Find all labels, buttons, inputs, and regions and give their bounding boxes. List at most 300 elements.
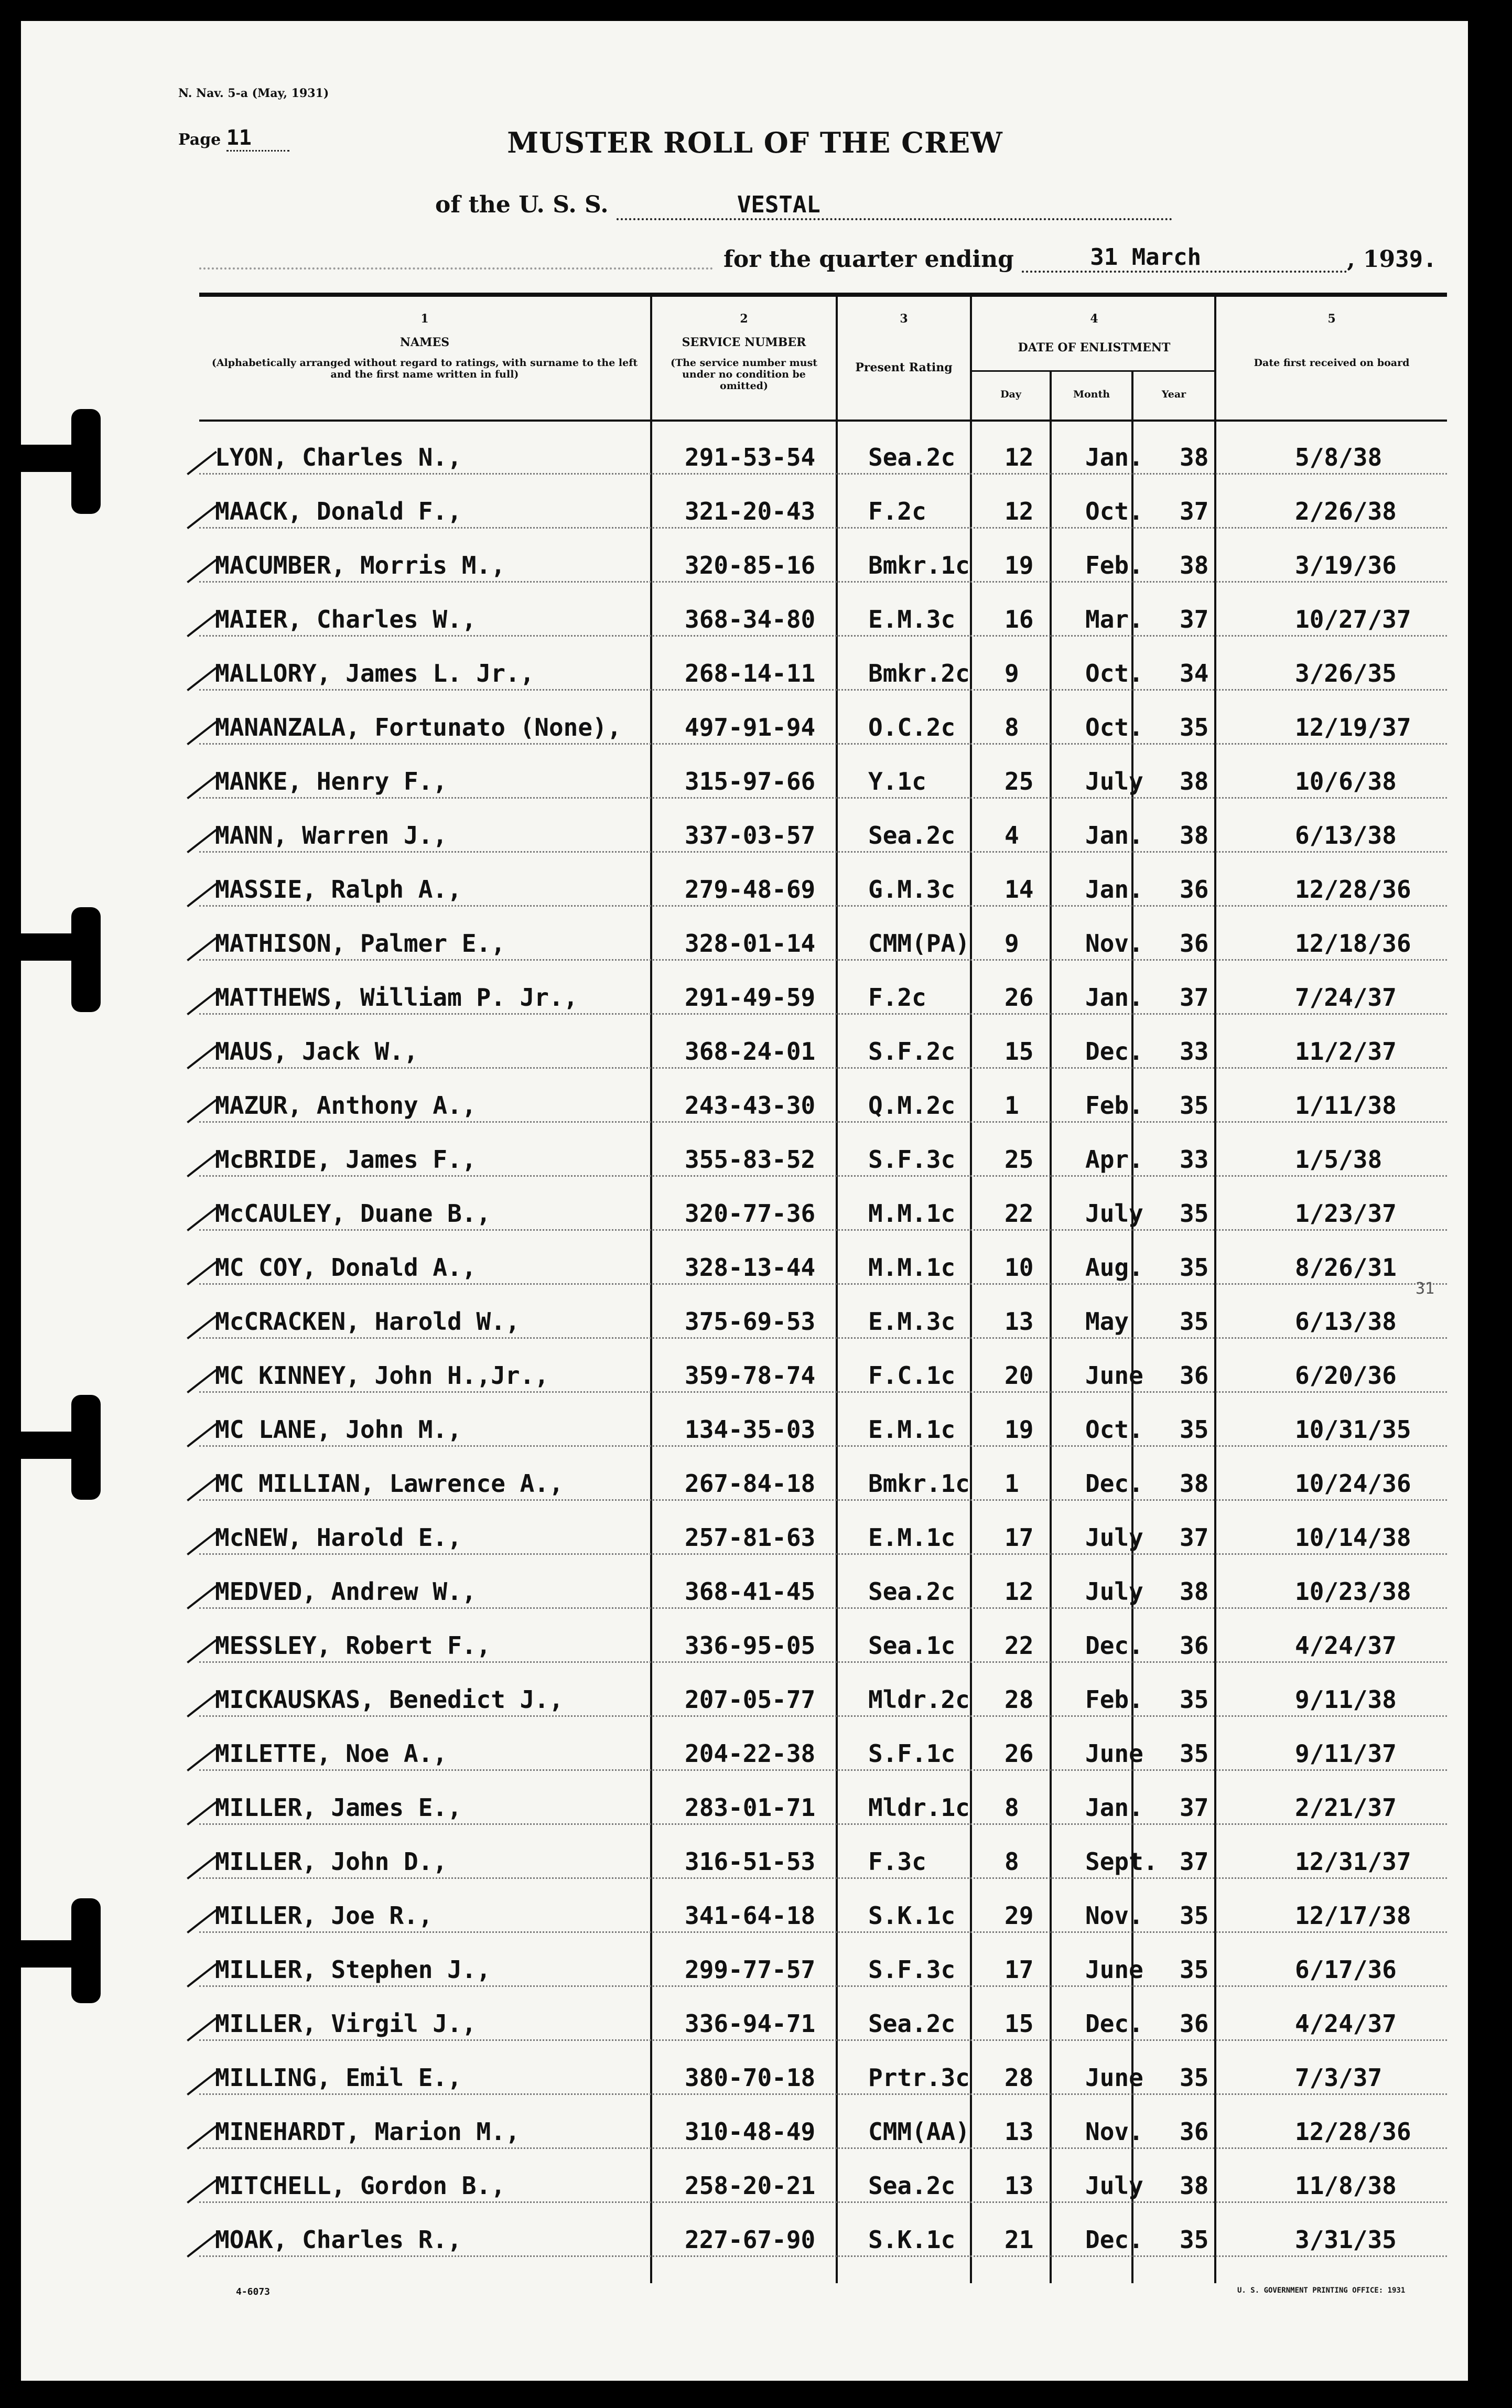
enlist-month: July bbox=[1085, 767, 1143, 796]
check-mark bbox=[187, 1639, 217, 1663]
enlist-year: 34 bbox=[1180, 659, 1209, 687]
check-mark bbox=[187, 721, 217, 745]
row-dotted-rule bbox=[199, 1769, 1447, 1771]
enlist-month: June bbox=[1085, 1739, 1143, 1768]
enlist-month: May bbox=[1085, 1307, 1129, 1336]
enlist-year: 33 bbox=[1180, 1037, 1209, 1066]
service-number: 299-77-57 bbox=[685, 1955, 816, 1984]
table-row bbox=[189, 1883, 1447, 1937]
present-rating: S.F.3c bbox=[868, 1955, 956, 1984]
enlist-day: 10 bbox=[1005, 1253, 1034, 1282]
binder-hole bbox=[71, 1395, 101, 1500]
enlist-year: 37 bbox=[1180, 1523, 1209, 1552]
table-row bbox=[189, 425, 1447, 479]
enlist-year: 38 bbox=[1180, 821, 1209, 850]
enlist-year: 37 bbox=[1180, 983, 1209, 1012]
date-received: 9/11/38 bbox=[1295, 1685, 1397, 1714]
enlist-year: 38 bbox=[1180, 551, 1209, 579]
crew-name: MILLER, Joe R., bbox=[215, 1901, 433, 1930]
header-rule bbox=[199, 293, 1447, 297]
service-number: 368-41-45 bbox=[685, 1577, 816, 1606]
present-rating: E.M.1c bbox=[868, 1415, 956, 1444]
table-row bbox=[189, 1019, 1447, 1073]
year-suffix: 39. bbox=[1395, 246, 1437, 273]
enlist-month: Jan. bbox=[1085, 983, 1143, 1012]
enlist-year: 35 bbox=[1180, 1091, 1209, 1120]
enlist-year: 35 bbox=[1180, 1901, 1209, 1930]
row-dotted-rule bbox=[199, 473, 1447, 475]
table-row bbox=[189, 1397, 1447, 1451]
table-row bbox=[189, 1181, 1447, 1235]
page-label-text: Page bbox=[178, 131, 221, 149]
crew-name: MITCHELL, Gordon B., bbox=[215, 2172, 505, 2200]
ship-prefix: of the U. S. S. bbox=[435, 191, 609, 218]
check-mark bbox=[187, 883, 217, 907]
enlist-day: 8 bbox=[1005, 1847, 1019, 1876]
year-prefix: , 19 bbox=[1347, 246, 1396, 273]
enlist-day: 20 bbox=[1005, 1361, 1034, 1390]
enlist-year: 36 bbox=[1180, 1631, 1209, 1660]
crew-name: MC LANE, John M., bbox=[215, 1415, 462, 1444]
enlist-year: 35 bbox=[1180, 1199, 1209, 1228]
table-row bbox=[189, 2207, 1447, 2261]
enlist-month: Feb. bbox=[1085, 551, 1143, 579]
present-rating: S.F.2c bbox=[868, 1037, 956, 1066]
present-rating: Mldr.1c bbox=[868, 1793, 970, 1822]
enlist-month: Feb. bbox=[1085, 1685, 1143, 1714]
service-number: 380-70-18 bbox=[685, 2063, 816, 2092]
enlist-day: 13 bbox=[1005, 2172, 1034, 2200]
enlist-day: 28 bbox=[1005, 1685, 1034, 1714]
enlist-day: 19 bbox=[1005, 1415, 1034, 1444]
check-mark bbox=[187, 1261, 217, 1285]
date-received: 3/31/35 bbox=[1295, 2226, 1397, 2254]
enlist-day: 17 bbox=[1005, 1955, 1034, 1984]
crew-name: MILLER, Stephen J., bbox=[215, 1955, 491, 1984]
crew-name: MATHISON, Palmer E., bbox=[215, 929, 505, 958]
present-rating: Sea.1c bbox=[868, 1631, 956, 1660]
enlist-year: 37 bbox=[1180, 605, 1209, 633]
enlist-day: 14 bbox=[1005, 875, 1034, 904]
row-dotted-rule bbox=[199, 1553, 1447, 1555]
crew-name: MALLORY, James L. Jr., bbox=[215, 659, 535, 687]
enlist-year: 36 bbox=[1180, 2009, 1209, 2038]
enlist-year: 35 bbox=[1180, 2063, 1209, 2092]
crew-name: MC COY, Donald A., bbox=[215, 1253, 477, 1282]
enlist-month: June bbox=[1085, 1955, 1143, 1984]
date-received: 12/31/37 bbox=[1295, 1847, 1411, 1876]
row-dotted-rule bbox=[199, 1283, 1447, 1285]
date-received: 10/27/37 bbox=[1295, 605, 1411, 633]
table-row bbox=[189, 1559, 1447, 1613]
enlist-year: 35 bbox=[1180, 1739, 1209, 1768]
table-row bbox=[189, 1073, 1447, 1127]
check-mark bbox=[187, 1207, 217, 1231]
crew-name: MC MILLIAN, Lawrence A., bbox=[215, 1469, 564, 1498]
check-mark bbox=[187, 559, 217, 583]
check-mark bbox=[187, 1477, 217, 1501]
enlist-year: 38 bbox=[1180, 1469, 1209, 1498]
date-received: 6/17/36 bbox=[1295, 1955, 1397, 1984]
binder-hole bbox=[71, 409, 101, 514]
row-dotted-rule bbox=[199, 1931, 1447, 1933]
table-row bbox=[189, 1343, 1447, 1397]
enlist-month: Oct. bbox=[1085, 497, 1143, 525]
service-number: 268-14-11 bbox=[685, 659, 816, 687]
check-mark bbox=[187, 667, 217, 691]
present-rating: Q.M.2c bbox=[868, 1091, 956, 1120]
service-number: 375-69-53 bbox=[685, 1307, 816, 1336]
col-1-number: 1 bbox=[420, 312, 429, 326]
enlist-month: July bbox=[1085, 2172, 1143, 2200]
date-received: 10/6/38 bbox=[1295, 767, 1397, 796]
ship-name: VESTAL bbox=[617, 191, 1172, 220]
row-dotted-rule bbox=[199, 1607, 1447, 1609]
crew-name: McNEW, Harold E., bbox=[215, 1523, 462, 1552]
col-names-note: (Alphabetically arranged without regard to ratings, with surname to the left and the first name written in full) bbox=[211, 357, 638, 380]
date-received: 10/14/38 bbox=[1295, 1523, 1411, 1552]
date-received: 8/26/31 bbox=[1295, 1253, 1397, 1282]
table-row bbox=[189, 1289, 1447, 1343]
table-row bbox=[189, 641, 1447, 695]
crew-name: MACUMBER, Morris M., bbox=[215, 551, 505, 579]
date-received: 3/19/36 bbox=[1295, 551, 1397, 579]
enlist-day: 15 bbox=[1005, 1037, 1034, 1066]
present-rating: Bmkr.1c bbox=[868, 1469, 970, 1498]
col-names-title: NAMES bbox=[399, 336, 450, 349]
service-number: 279-48-69 bbox=[685, 875, 816, 904]
date-received: 6/13/38 bbox=[1295, 1307, 1397, 1336]
enlist-month: Nov. bbox=[1085, 2117, 1143, 2146]
enlist-day: 16 bbox=[1005, 605, 1034, 633]
col-3-number: 3 bbox=[900, 312, 908, 326]
enlist-day: 12 bbox=[1005, 497, 1034, 525]
date-received: 1/11/38 bbox=[1295, 1091, 1397, 1120]
row-dotted-rule bbox=[199, 1121, 1447, 1123]
service-number: 328-13-44 bbox=[685, 1253, 816, 1282]
present-rating: Prtr.3c bbox=[868, 2063, 970, 2092]
enlist-month: Sept. bbox=[1085, 1847, 1158, 1876]
service-number: 315-97-66 bbox=[685, 767, 816, 796]
enlist-day: 9 bbox=[1005, 929, 1019, 958]
check-mark bbox=[187, 1963, 217, 1987]
date-received: 12/28/36 bbox=[1295, 875, 1411, 904]
date-received: 4/24/37 bbox=[1295, 2009, 1397, 2038]
crew-name: MILETTE, Noe A., bbox=[215, 1739, 448, 1768]
col-4-number: 4 bbox=[1090, 312, 1098, 326]
row-dotted-rule bbox=[199, 851, 1447, 853]
enlist-year: 35 bbox=[1180, 1307, 1209, 1336]
enlist-year: 35 bbox=[1180, 713, 1209, 741]
enlist-day: 8 bbox=[1005, 713, 1019, 741]
enlist-day: 28 bbox=[1005, 2063, 1034, 2092]
date-received: 10/31/35 bbox=[1295, 1415, 1411, 1444]
enlist-month: Aug. bbox=[1085, 1253, 1143, 1282]
enlist-day: 15 bbox=[1005, 2009, 1034, 2038]
service-number: 359-78-74 bbox=[685, 1361, 816, 1390]
col-month-header: Month bbox=[1073, 389, 1110, 400]
enlist-month: Dec. bbox=[1085, 1631, 1143, 1660]
enlist-month: Jan. bbox=[1085, 1793, 1143, 1822]
service-number: 320-85-16 bbox=[685, 551, 816, 579]
date-received: 9/11/37 bbox=[1295, 1739, 1397, 1768]
crew-name: MOAK, Charles R., bbox=[215, 2226, 462, 2254]
service-number: 336-94-71 bbox=[685, 2009, 816, 2038]
table-row bbox=[189, 1451, 1447, 1505]
check-mark bbox=[187, 451, 217, 475]
muster-roll-sheet bbox=[21, 21, 1489, 2381]
enlist-month: Dec. bbox=[1085, 2226, 1143, 2254]
enlist-year: 37 bbox=[1180, 1793, 1209, 1822]
service-number: 243-43-30 bbox=[685, 1091, 816, 1120]
table-row bbox=[189, 1721, 1447, 1775]
row-dotted-rule bbox=[199, 2255, 1447, 2257]
enlist-day: 25 bbox=[1005, 767, 1034, 796]
enlist-day: 12 bbox=[1005, 1577, 1034, 1606]
enlist-day: 13 bbox=[1005, 1307, 1034, 1336]
enlist-day: 4 bbox=[1005, 821, 1019, 850]
service-number: 368-34-80 bbox=[685, 605, 816, 633]
enlist-day: 26 bbox=[1005, 1739, 1034, 1768]
crew-name: MAUS, Jack W., bbox=[215, 1037, 418, 1066]
row-dotted-rule bbox=[199, 1391, 1447, 1393]
enlist-day: 12 bbox=[1005, 443, 1034, 471]
crew-name: MASSIE, Ralph A., bbox=[215, 875, 462, 904]
present-rating: Sea.2c bbox=[868, 2009, 956, 2038]
table-row bbox=[189, 2153, 1447, 2207]
present-rating: M.M.1c bbox=[868, 1199, 956, 1228]
enlist-day: 22 bbox=[1005, 1631, 1034, 1660]
present-rating: F.3c bbox=[868, 1847, 926, 1876]
enlist-month: Nov. bbox=[1085, 1901, 1143, 1930]
table-row bbox=[189, 587, 1447, 641]
date-received: 12/19/37 bbox=[1295, 713, 1411, 741]
date-received: 6/13/38 bbox=[1295, 821, 1397, 850]
enlist-day: 21 bbox=[1005, 2226, 1034, 2254]
crew-name: MILLER, John D., bbox=[215, 1847, 448, 1876]
present-rating: Y.1c bbox=[868, 767, 926, 796]
check-mark bbox=[187, 1153, 217, 1177]
row-dotted-rule bbox=[199, 797, 1447, 799]
row-dotted-rule bbox=[199, 1823, 1447, 1825]
present-rating: F.C.1c bbox=[868, 1361, 956, 1390]
check-mark bbox=[187, 2179, 217, 2203]
table-row bbox=[189, 1829, 1447, 1883]
crew-name: MILLING, Emil E., bbox=[215, 2063, 462, 2092]
crew-name: MEDVED, Andrew W., bbox=[215, 1577, 477, 1606]
table-row bbox=[189, 1127, 1447, 1181]
enlist-month: Jan. bbox=[1085, 875, 1143, 904]
footer-printer: U. S. GOVERNMENT PRINTING OFFICE: 1931 bbox=[1237, 2286, 1406, 2295]
present-rating: Sea.2c bbox=[868, 2172, 956, 2200]
binder-hole bbox=[71, 1898, 101, 2003]
footer-form-code: 4-6073 bbox=[236, 2286, 271, 2297]
service-number: 283-01-71 bbox=[685, 1793, 816, 1822]
enlist-month: Oct. bbox=[1085, 713, 1143, 741]
crew-name: MC KINNEY, John H.,Jr., bbox=[215, 1361, 549, 1390]
service-number: 341-64-18 bbox=[685, 1901, 816, 1930]
check-mark bbox=[187, 2071, 217, 2095]
service-number: 291-49-59 bbox=[685, 983, 816, 1012]
enlist-year: 35 bbox=[1180, 2226, 1209, 2254]
check-mark bbox=[187, 1747, 217, 1771]
enlist-year: 36 bbox=[1180, 929, 1209, 958]
present-rating: Sea.2c bbox=[868, 1577, 956, 1606]
col-5-number: 5 bbox=[1327, 312, 1336, 326]
enlist-month: June bbox=[1085, 2063, 1143, 2092]
service-number: 134-35-03 bbox=[685, 1415, 816, 1444]
row-dotted-rule bbox=[199, 1715, 1447, 1717]
col-day-header: Day bbox=[1000, 389, 1021, 400]
page-title: MUSTER ROLL OF THE CREW bbox=[507, 126, 1003, 159]
enlist-month: Nov. bbox=[1085, 929, 1143, 958]
enlist-year: 35 bbox=[1180, 1253, 1209, 1282]
check-mark bbox=[187, 829, 217, 853]
binder-hole bbox=[71, 907, 101, 1012]
present-rating: G.M.3c bbox=[868, 875, 956, 904]
crew-name: MICKAUSKAS, Benedict J., bbox=[215, 1685, 564, 1714]
crew-name: MAACK, Donald F., bbox=[215, 497, 462, 525]
quarter-date: 31 March bbox=[1022, 244, 1347, 273]
enlist-month: Dec. bbox=[1085, 1469, 1143, 1498]
enlist-month: Feb. bbox=[1085, 1091, 1143, 1120]
table-row bbox=[189, 695, 1447, 749]
enlist-month: Mar. bbox=[1085, 605, 1143, 633]
enlist-year: 36 bbox=[1180, 875, 1209, 904]
check-mark bbox=[187, 1099, 217, 1123]
enlist-year: 36 bbox=[1180, 2117, 1209, 2146]
enlist-day: 17 bbox=[1005, 1523, 1034, 1552]
present-rating: Mldr.2c bbox=[868, 1685, 970, 1714]
enlist-year: 35 bbox=[1180, 1685, 1209, 1714]
crew-name: McCAULEY, Duane B., bbox=[215, 1199, 491, 1228]
check-mark bbox=[187, 1693, 217, 1717]
present-rating: M.M.1c bbox=[868, 1253, 956, 1282]
row-dotted-rule bbox=[199, 1877, 1447, 1879]
date-received: 7/24/37 bbox=[1295, 983, 1397, 1012]
row-dotted-rule bbox=[199, 2093, 1447, 2095]
present-rating: Bmkr.2c bbox=[868, 659, 970, 687]
present-rating: Bmkr.1c bbox=[868, 551, 970, 579]
col-enlistment-title: DATE OF ENLISTMENT bbox=[1018, 341, 1171, 354]
enlist-month: Oct. bbox=[1085, 659, 1143, 687]
service-number: 328-01-14 bbox=[685, 929, 816, 958]
table-row bbox=[189, 1937, 1447, 1991]
enlist-day: 22 bbox=[1005, 1199, 1034, 1228]
enlist-month: June bbox=[1085, 1361, 1143, 1390]
check-mark bbox=[187, 2233, 217, 2258]
row-dotted-rule bbox=[199, 959, 1447, 961]
check-mark bbox=[187, 613, 217, 637]
col-year-header: Year bbox=[1161, 389, 1186, 400]
enlist-year: 38 bbox=[1180, 1577, 1209, 1606]
present-rating: CMM(AA) bbox=[868, 2117, 970, 2146]
enlist-day: 19 bbox=[1005, 551, 1034, 579]
enlist-year: 37 bbox=[1180, 497, 1209, 525]
date-received: 12/28/36 bbox=[1295, 2117, 1411, 2146]
enlist-year: 38 bbox=[1180, 443, 1209, 471]
crew-name: LYON, Charles N., bbox=[215, 443, 462, 471]
row-dotted-rule bbox=[199, 1013, 1447, 1015]
check-mark bbox=[187, 1315, 217, 1339]
present-rating: S.F.1c bbox=[868, 1739, 956, 1768]
crew-name: MAZUR, Anthony A., bbox=[215, 1091, 477, 1120]
row-dotted-rule bbox=[199, 1499, 1447, 1501]
crew-name: MESSLEY, Robert F., bbox=[215, 1631, 491, 1660]
check-mark bbox=[187, 1423, 217, 1447]
enlist-month: Jan. bbox=[1085, 821, 1143, 850]
service-number: 316-51-53 bbox=[685, 1847, 816, 1876]
table-row bbox=[189, 749, 1447, 803]
row-dotted-rule bbox=[199, 581, 1447, 583]
present-rating: E.M.3c bbox=[868, 1307, 956, 1336]
crew-name: MAIER, Charles W., bbox=[215, 605, 477, 633]
table-row bbox=[189, 803, 1447, 857]
quarter-label: for the quarter ending bbox=[723, 246, 1014, 273]
present-rating: O.C.2c bbox=[868, 713, 956, 741]
enlist-day: 9 bbox=[1005, 659, 1019, 687]
check-mark bbox=[187, 1855, 217, 1879]
crew-name: MILLER, Virgil J., bbox=[215, 2009, 477, 2038]
table-row bbox=[189, 1775, 1447, 1829]
enlist-year: 38 bbox=[1180, 767, 1209, 796]
date-received: 1/23/37 bbox=[1295, 1199, 1397, 1228]
ship-line bbox=[435, 191, 1172, 220]
service-number: 368-24-01 bbox=[685, 1037, 816, 1066]
date-received: 10/23/38 bbox=[1295, 1577, 1411, 1606]
service-number: 227-67-90 bbox=[685, 2226, 816, 2254]
date-received: 12/17/38 bbox=[1295, 1901, 1411, 1930]
check-mark bbox=[187, 1801, 217, 1825]
col-service-title: SERVICE NUMBER bbox=[682, 336, 806, 349]
table-row bbox=[189, 2099, 1447, 2153]
table-row bbox=[189, 1991, 1447, 2045]
enlist-year: 36 bbox=[1180, 1361, 1209, 1390]
crew-name: MANN, Warren J., bbox=[215, 821, 448, 850]
crew-name: MILLER, James E., bbox=[215, 1793, 462, 1822]
row-dotted-rule bbox=[199, 743, 1447, 745]
col-received-title: Date first received on board bbox=[1254, 357, 1410, 369]
row-dotted-rule bbox=[199, 1175, 1447, 1177]
enlist-month: July bbox=[1085, 1577, 1143, 1606]
table-row bbox=[189, 1667, 1447, 1721]
enlist-year: 37 bbox=[1180, 1847, 1209, 1876]
present-rating: E.M.1c bbox=[868, 1523, 956, 1552]
row-dotted-rule bbox=[199, 1985, 1447, 1987]
dotted-rule bbox=[199, 267, 713, 270]
crew-name: MANKE, Henry F., bbox=[215, 767, 448, 796]
check-mark bbox=[187, 505, 217, 529]
date-received: 10/24/36 bbox=[1295, 1469, 1411, 1498]
table-row bbox=[189, 2045, 1447, 2099]
form-number: N. Nav. 5-a (May, 1931) bbox=[178, 87, 329, 100]
present-rating: S.K.1c bbox=[868, 1901, 956, 1930]
date-received: 3/26/35 bbox=[1295, 659, 1397, 687]
date-received: 11/2/37 bbox=[1295, 1037, 1397, 1066]
present-rating: Sea.2c bbox=[868, 443, 956, 471]
row-dotted-rule bbox=[199, 2201, 1447, 2203]
date-received: 5/8/38 bbox=[1295, 443, 1383, 471]
table-row bbox=[189, 1613, 1447, 1667]
quarter-line bbox=[723, 244, 1437, 273]
service-number: 336-95-05 bbox=[685, 1631, 816, 1660]
check-mark bbox=[187, 937, 217, 961]
enlist-month: Jan. bbox=[1085, 443, 1143, 471]
service-number: 267-84-18 bbox=[685, 1469, 816, 1498]
enlist-year: 33 bbox=[1180, 1145, 1209, 1174]
crew-name: MANANZALA, Fortunato (None), bbox=[215, 713, 622, 741]
date-received: 2/26/38 bbox=[1295, 497, 1397, 525]
